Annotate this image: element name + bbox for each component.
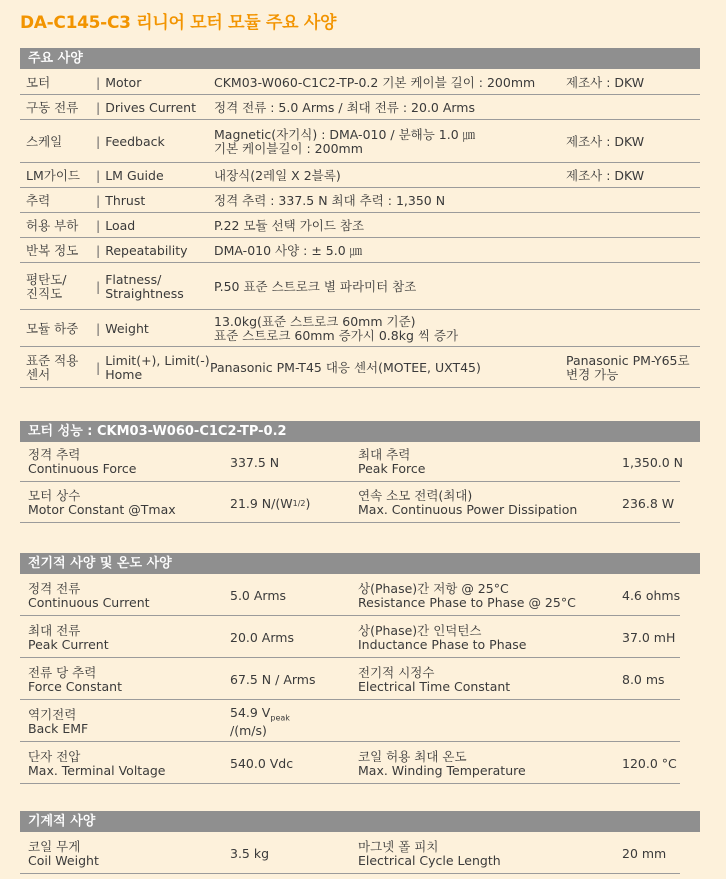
elec-cell-back-emf [20, 702, 350, 742]
cell-label-en: Resistance Phase to Phase @ 25°C [358, 594, 576, 610]
spec-key-line: 센서 [26, 366, 51, 382]
elec-cell-peak-current [20, 618, 350, 658]
spec-key-ko: 스케일 [26, 133, 63, 149]
cell-label-ko: 연속 소모 전력(최대) [358, 488, 473, 503]
cell-label-ko: 코일 무게 [28, 838, 81, 854]
spec-key-en: | Load [96, 214, 135, 237]
cell-label-ko: 역기전력 [28, 706, 77, 722]
cell-value: 20.0 Arms [230, 630, 294, 645]
spec-key-en [96, 264, 184, 309]
cell-value: 337.5 N [230, 454, 280, 470]
elec-cell-winding-temp [350, 744, 680, 784]
perf-cell-motor-constant [20, 484, 350, 523]
spec-key-line: 평탄도/ [26, 271, 67, 287]
cell-label-en: Electrical Cycle Length [358, 852, 501, 868]
spec-key-line: | Limit(+), Limit(-) [105, 352, 210, 368]
spec-key-ko [26, 348, 78, 387]
perf-cell-continuous-force [20, 443, 350, 482]
spec-row-thrust [20, 189, 700, 213]
spec-key-ko [26, 264, 66, 309]
cell-value: 4.6 ohms [622, 588, 681, 603]
spec-key-line: Home [105, 366, 143, 382]
spec-key-line: | Flatness/ [105, 271, 162, 287]
cell-value: 1,350.0 N [622, 454, 684, 470]
electrical-header: 전기적 사양 및 온도 사양 [20, 553, 700, 574]
spec-row-load [20, 214, 700, 238]
spec-value: DMA-010 사양 : ± 5.0 ㎛ [214, 242, 363, 258]
spec-value: Panasonic PM-T45 대응 센서(MOTEE, UXT45) [210, 359, 481, 375]
spec-value: 내장식(2레일 X 2블록) [214, 167, 341, 183]
cell-value: 67.5 N / Arms [230, 672, 316, 687]
motor-perf-header: 모터 성능 : CKM03-W060-C1C2-TP-0.2 [20, 421, 700, 442]
cell-label-ko: 상(Phase)간 저항 @ 25°C [358, 580, 509, 596]
cell-label-en: Peak Force [358, 461, 426, 476]
spec-key-ko: 구동 전류 [26, 99, 79, 115]
cell-label-en: Max. Continuous Power Dissipation [358, 502, 578, 517]
page-title: DA-C145-C3 리니어 모터 모듈 주요 사양 [20, 13, 337, 33]
spec-key-line: 표준 적용 [26, 352, 79, 368]
spec-value: 정격 추력 : 337.5 N 최대 추력 : 1,350 N [214, 192, 446, 208]
spec-value-line: 기본 케이블길이 : 200mm [214, 140, 363, 156]
spec-row-lm-guide [20, 164, 700, 188]
spec-key-line: 진직도 [26, 285, 63, 301]
elec-cell-resistance [350, 576, 680, 616]
cell-label-ko: 최대 추력 [358, 447, 411, 462]
cell-label-en: Max. Terminal Voltage [28, 762, 166, 778]
cell-label-en: Force Constant [28, 678, 122, 694]
cell-value: 54.9 $V_{peak}$ /(m/s) [230, 704, 290, 739]
spec-key-en: | Drives Current [96, 96, 196, 119]
mech-cell-coil-weight [20, 834, 350, 874]
spec-key-ko: 반복 정도 [26, 242, 79, 258]
spec-value: P.50 표준 스트로크 별 파라미터 참조 [214, 278, 417, 294]
elec-cell-terminal-voltage [20, 744, 350, 784]
spec-row-flatness [20, 264, 700, 310]
spec-maker [566, 348, 690, 387]
spec-key-en: | Motor [96, 71, 141, 94]
spec-row-weight [20, 311, 700, 347]
cell-label-en: Continuous Force [28, 461, 137, 476]
spec-key-ko: 허용 부하 [26, 217, 79, 233]
cell-label-ko: 상(Phase)간 인덕턴스 [358, 622, 482, 638]
spec-row-feedback [20, 121, 700, 163]
spec-key-line: Straightness [105, 285, 184, 301]
spec-row-repeatability [20, 239, 700, 263]
spec-key-en: | Weight [96, 311, 149, 346]
spec-key-en [96, 348, 210, 387]
spec-value: 정격 전류 : 5.0 Arms / 최대 전류 : 20.0 Arms [214, 99, 475, 115]
spec-value [214, 121, 475, 162]
spec-key-en: | Feedback [96, 121, 165, 162]
spec-maker-line: 변경 가능 [566, 366, 619, 382]
spec-key-en: | LM Guide [96, 164, 164, 187]
cell-label-ko: 마그넷 폴 피치 [358, 838, 439, 854]
spec-value: P.22 모듈 선택 가이드 참조 [214, 217, 365, 233]
cell-label-en: Inductance Phase to Phase [358, 636, 527, 652]
cell-label-ko: 전류 당 추력 [28, 664, 97, 680]
cell-value: 37.0 mH [622, 630, 676, 645]
spec-row-sensor [20, 348, 700, 388]
perf-cell-power-dissipation [350, 484, 680, 523]
cell-label-ko: 최대 전류 [28, 622, 81, 638]
mechanical-header: 기계적 사양 [20, 811, 700, 832]
spec-key-en: | Thrust [96, 189, 145, 212]
spec-row-motor [20, 71, 700, 95]
cell-value: 8.0 ms [622, 672, 665, 687]
spec-row-drives-current [20, 96, 700, 120]
mech-cell-cycle-length [350, 834, 680, 874]
elec-cell-inductance [350, 618, 680, 658]
cell-label-ko: 단자 전압 [28, 748, 81, 764]
cell-value: 5.0 Arms [230, 588, 287, 603]
elec-cell-empty [350, 702, 680, 742]
spec-value-line: 표준 스트로크 60mm 증가시 0.8kg 씩 증가 [214, 327, 459, 343]
cell-label-ko: 모터 상수 [28, 488, 81, 503]
cell-label-ko: 정격 추력 [28, 447, 81, 462]
spec-maker: 제조사 : DKW [566, 74, 645, 90]
cell-label-ko: 코일 허용 최대 온도 [358, 748, 467, 764]
spec-maker: 제조사 : DKW [566, 167, 645, 183]
spec-key-en: | Repeatability [96, 239, 188, 262]
perf-cell-peak-force [350, 443, 684, 482]
spec-value-line: 13.0kg(표준 스트로크 60mm 기준) [214, 313, 416, 329]
cell-label-en: Continuous Current [28, 594, 150, 610]
spec-key-ko: 모듈 하중 [26, 320, 79, 336]
spec-key-ko: LM가이드 [26, 167, 80, 183]
main-spec-header: 주요 사양 [20, 48, 700, 69]
cell-label-en: Peak Current [28, 636, 109, 652]
cell-value: 120.0 °C [622, 756, 677, 771]
cell-label-en: Back EMF [28, 720, 89, 736]
cell-label-en: Coil Weight [28, 852, 99, 868]
cell-label-ko: 정격 전류 [28, 580, 81, 596]
cell-value: 21.9 N/(W 1/2 ) [230, 495, 311, 511]
spec-value: CKM03-W060-C1C2-TP-0.2 기본 케이블 길이 : 200mm [214, 74, 536, 90]
elec-cell-force-constant [20, 660, 350, 700]
spec-key-ko: 모터 [26, 74, 51, 90]
cell-value: 540.0 Vdc [230, 756, 294, 771]
spec-maker-line: Panasonic PM-Y65로 [566, 352, 690, 368]
cell-label-en: Motor Constant @Tmax [28, 502, 176, 517]
cell-value: 3.5 kg [230, 846, 270, 861]
spec-key-ko: 추력 [26, 192, 51, 208]
cell-label-ko: 전기적 시정수 [358, 664, 435, 680]
spec-maker: 제조사 : DKW [566, 133, 645, 149]
spec-value [214, 311, 458, 346]
elec-cell-continuous-current [20, 576, 350, 616]
cell-value: 236.8 W [622, 495, 675, 511]
elec-cell-time-constant [350, 660, 680, 700]
cell-label-en: Max. Winding Temperature [358, 762, 526, 778]
cell-value: 20 mm [622, 846, 667, 861]
cell-label-en: Electrical Time Constant [358, 678, 511, 694]
spec-value-line: Magnetic(자기식) : DMA-010 / 분해능 1.0 ㎛ [214, 126, 476, 142]
